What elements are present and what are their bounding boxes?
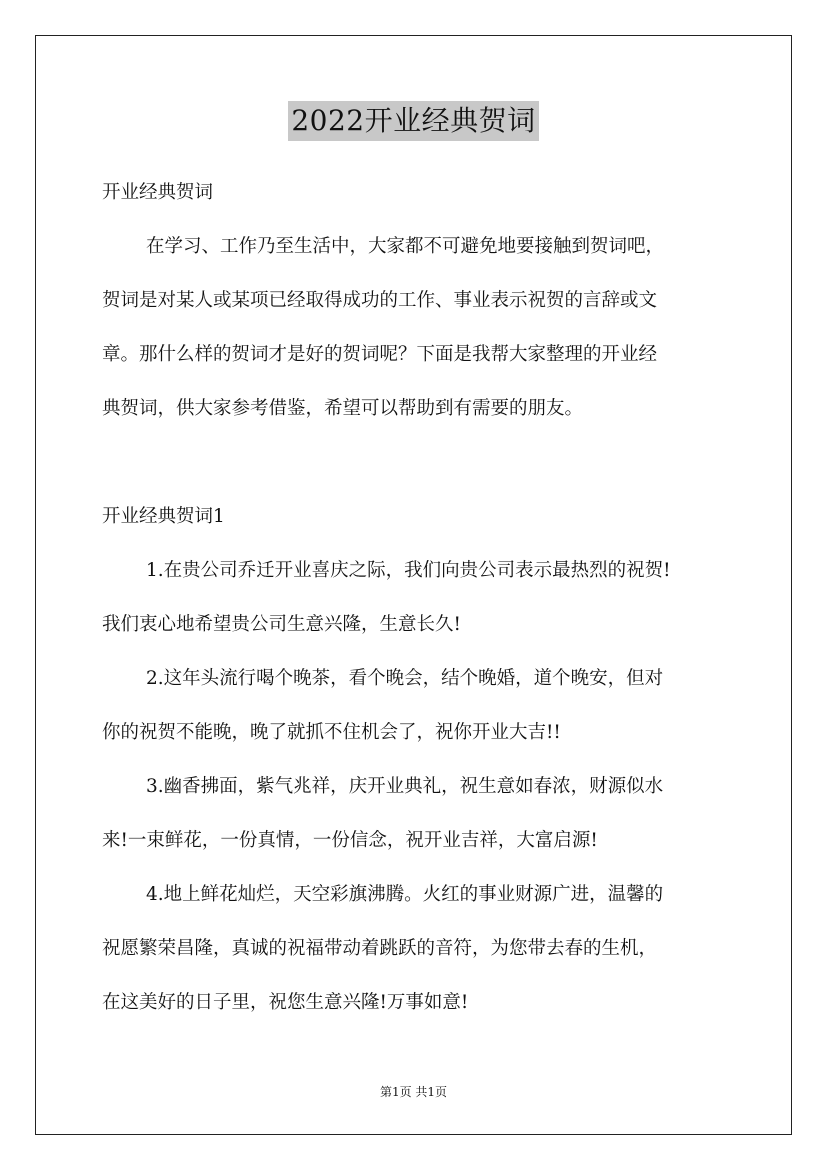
item-line: 1.在贵公司乔迁开业喜庆之际，我们向贵公司表示最热烈的祝贺!: [146, 560, 671, 581]
page-footer: 第1页 共1页: [379, 1085, 448, 1099]
intro-line: 贺词是对某人或某项已经取得成功的工作、事业表示祝贺的言辞或文: [102, 290, 658, 311]
item-line: 我们衷心地希望贵公司生意兴隆，生意长久!: [102, 614, 461, 635]
item-line: 在这美好的日子里，祝您生意兴隆!万事如意!: [102, 992, 469, 1013]
intro-line: 章。那什么样的贺词才是好的贺词呢？下面是我帮大家整理的开业经: [102, 344, 658, 365]
intro-line: 在学习、工作乃至生活中，大家都不可避免地要接触到贺词吧，: [146, 236, 665, 257]
document-title: 2022开业经典贺词: [288, 101, 538, 141]
item-line: 2.这年头流行喝个晚茶，看个晚会，结个晚婚，道个晚安，但对: [146, 668, 664, 689]
item-line: 4.地上鲜花灿烂，天空彩旗沸腾。火红的事业财源广进，温馨的: [146, 884, 664, 905]
item-line: 祝愿繁荣昌隆，真诚的祝福带动着跳跃的音符，为您带去春的生机，: [102, 938, 658, 959]
item-line: 3.幽香拂面，紫气兆祥，庆开业典礼，祝生意如春浓，财源似水: [146, 776, 664, 797]
title-container: [0, 101, 827, 141]
heading-section-1: 开业经典贺词1: [102, 506, 225, 527]
heading-intro: 开业经典贺词: [102, 182, 214, 203]
intro-line: 典贺词，供大家参考借鉴，希望可以帮助到有需要的朋友。: [102, 398, 584, 419]
item-line: 来!一束鲜花，一份真情，一份信念，祝开业吉祥，大富启源!: [102, 830, 598, 851]
item-line: 你的祝贺不能晚，晚了就抓不住机会了，祝你开业大吉!!: [102, 722, 561, 743]
